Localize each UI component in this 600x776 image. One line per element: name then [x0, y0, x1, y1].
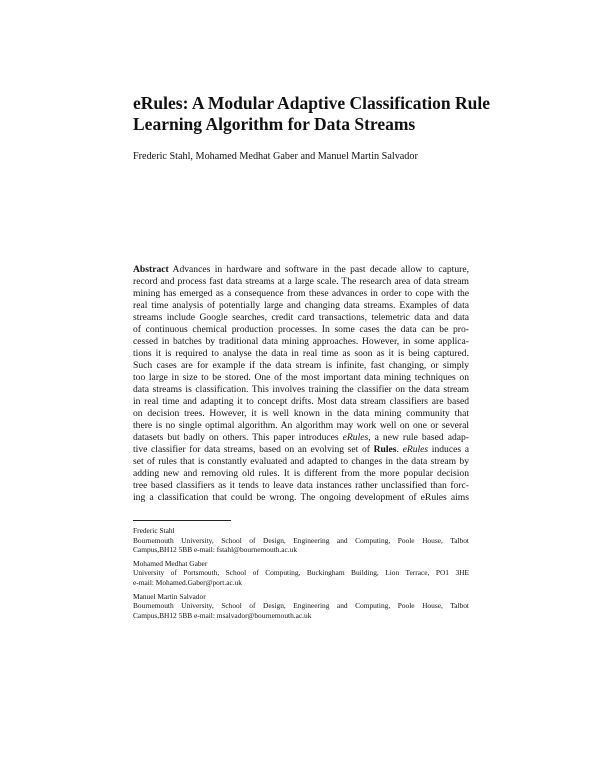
abstract-line: on decision trees. However, it is well known in the data mining community that [133, 408, 469, 419]
erules-emphasis: eRules [342, 432, 369, 443]
paper-title [133, 93, 493, 135]
affiliation-block [133, 526, 469, 555]
affiliation-block [133, 559, 469, 588]
abstract-label: Abstract [133, 264, 169, 275]
author-list: Frederic Stahl, Mohamed Medhat Gaber and Manuel Martin Salvador [133, 151, 418, 162]
affiliation-name: Mohamed Medhat Gaber [133, 558, 208, 568]
erules-emphasis: eRules [402, 444, 429, 455]
abstract-line: in real time and adapting it to concept drifts. Most data stream classifiers are based [133, 396, 469, 407]
affiliation-address: Bournemouth University, School of Design, Engineering and Computing, Poole House, Talbot [133, 535, 469, 545]
abstract-line: streams include Google searches, credit card transactions, telemetric data and data [133, 312, 469, 323]
abstract-line: too large in size to be stored. One of the most important data mining techniques on [133, 372, 469, 383]
abstract-line: tive classifier for data streams, based on an evolving set of Rules. eRules induces a [133, 444, 469, 455]
affiliation-name: Manuel Martin Salvador [133, 591, 206, 601]
abstract-line: ing a classification that could be wrong. The ongoing development of eRules aims [133, 492, 469, 503]
abstract-line: real time analysis of potentially large and changing data streams. Examples of data [133, 300, 469, 311]
title-line: eRules: A Modular Adaptive Classification Rule [133, 93, 490, 113]
abstract-line: of continuous chemical production processes. In some cases the data can be pro- [133, 324, 469, 335]
abstract [133, 264, 469, 504]
abstract-line: record and process fast data streams at a large scale. The research area of data stream [133, 276, 469, 287]
abstract-line: tions it is required to analyse the data in real time as soon as it is being captured. [133, 348, 469, 359]
abstract-line: data streams is classification. This involves training the classifier on the data stream [133, 384, 469, 395]
author-affiliations [133, 526, 469, 624]
abstract-line: cessed in batches by traditional data mining approaches. However, in some applica- [133, 336, 469, 347]
abstract-line: Such cases are for example if the data stream is infinite, fast changing, or simply [133, 360, 469, 371]
title-line: Learning Algorithm for Data Streams [133, 114, 416, 134]
abstract-line: datasets but badly on others. This paper introduces eRules, a new rule based adap- [133, 432, 470, 443]
abstract-line: set of rules that is constantly evaluated and adapted to changes in the data stream by [133, 456, 469, 467]
affiliation-email: Campus,BH12 5BB e-mail: msalvador@bournemouth.ac.uk [133, 610, 312, 620]
rules-emphasis: Rules [373, 444, 397, 455]
affiliation-address: University of Portsmouth, School of Computing, Buckingham Building, Lion Terrace, PO1 3HE [133, 568, 469, 578]
affiliation-address: Bournemouth University, School of Design, Engineering and Computing, Poole House, Talbot [133, 601, 469, 611]
abstract-line: mining has emerged as a consequence from these advances in order to cope with the [133, 288, 469, 299]
abstract-line: Abstract Advances in hardware and software in the past decade allow to capture, [133, 264, 469, 275]
affiliation-block [133, 592, 469, 621]
abstract-line: tree based classifiers as it tends to leave data instances rather unclassified than forc- [133, 480, 469, 491]
affiliation-name: Frederic Stahl [133, 526, 175, 535]
abstract-line: adding new and removing old rules. It is different from the more popular decision [133, 468, 469, 479]
abstract-line: there is no single optimal algorithm. An algorithm may work well on one or several [133, 420, 469, 431]
affiliation-email: e-mail: Mohamed.Gaber@port.ac.uk [133, 577, 243, 587]
affiliation-email: Campus,BH12 5BB e-mail: fstahl@bournemouth.ac.uk [133, 545, 298, 555]
footnote-divider [133, 520, 231, 521]
